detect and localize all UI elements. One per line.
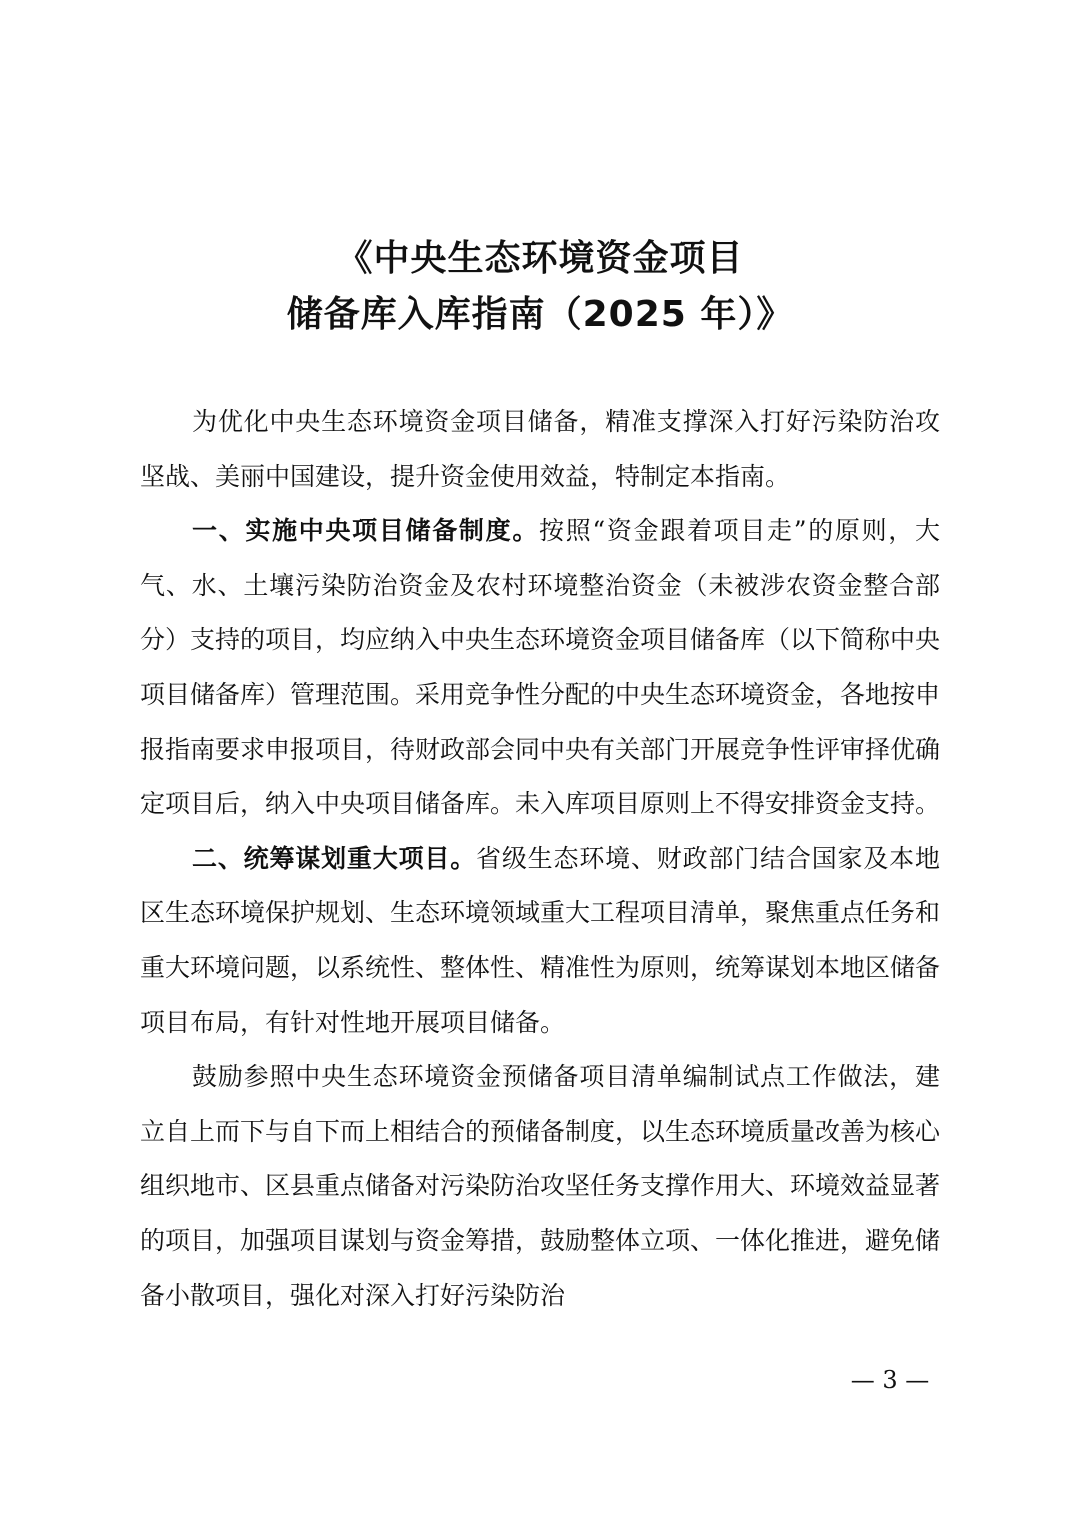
document-title-line-2: 储备库入库指南（2025 年）》 xyxy=(286,294,794,335)
page-number: — 3 — xyxy=(850,1366,930,1394)
section-heading: 二、统筹谋划重大项目。 xyxy=(192,843,477,873)
paragraph-text: 按照“资金跟着项目走”的原则，大气、水、土壤污染防治资金及农村环境整治资金（未被涉农资金整合部分）支持的项目，均应纳入中央生态环境资金项目储备库（以下简称中央项目储备库）管理范围。采用竞争性分配的中央生态环境资金，各地按申报指南要求申报项目，待财政部会同中央有关部门开展竞争性评审择优确定项目后，纳入中央项目储备库。未入库项目原则上不得安排资金支持。 xyxy=(140,516,941,819)
section-heading: 一、实施中央项目储备制度。 xyxy=(192,516,540,546)
paragraph-section-1 xyxy=(140,504,940,832)
document-title-line-1: 《中央生态环境资金项目 xyxy=(336,238,744,279)
paragraph-section-2-cont xyxy=(140,1050,940,1323)
paragraph-text: 鼓励参照中央生态环境资金预储备项目清单编制试点工作做法，建立自上而下与自下而上相结合的预储备制度，以生态环境质量改善为核心组织地市、区县重点储备对污染防治攻坚任务支撑作用大、环境效益显著的项目，加强项目谋划与资金筹措，鼓励整体立项、一体化推进，避免储备小散项目，强化对深入打好污染防治 xyxy=(140,1062,941,1310)
paragraph-text: 为优化中央生态环境资金项目储备，精准支撑深入打好污染防治攻坚战、美丽中国建设，提升资金使用效益，特制定本指南。 xyxy=(140,407,940,491)
document-body xyxy=(140,395,940,1323)
paragraph-section-2 xyxy=(140,832,940,1050)
paragraph-intro xyxy=(140,395,940,504)
paragraph-text: 省级生态环境、财政部门结合国家及本地区生态环境保护规划、生态环境领域重大工程项目清单，聚焦重点任务和重大环境问题，以系统性、整体性、精准性为原则，统筹谋划本地区储备项目布局，有针对性地开展项目储备。 xyxy=(140,843,941,1037)
